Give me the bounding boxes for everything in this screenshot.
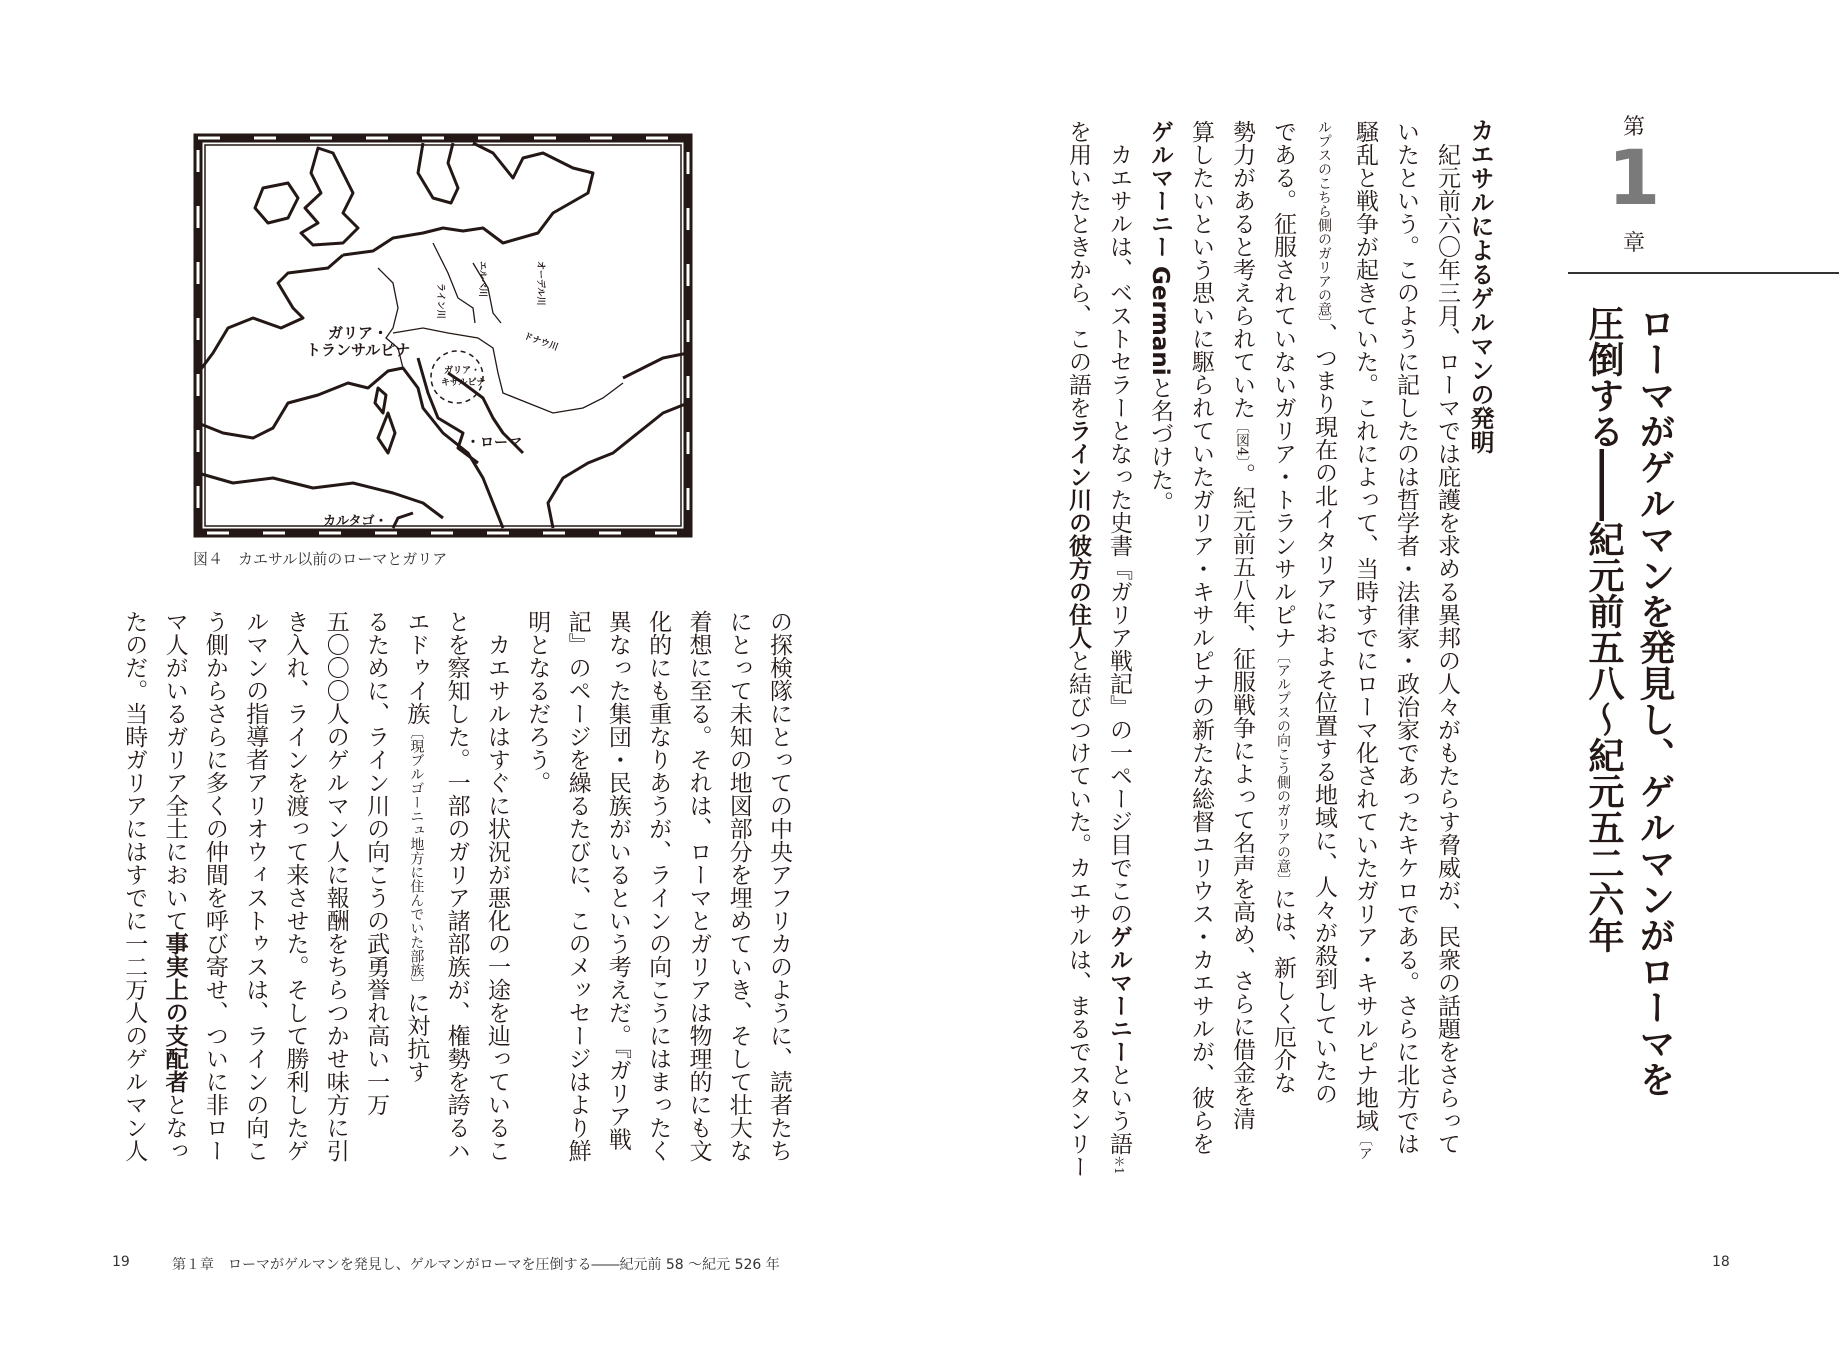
footnote-ref: ＊1: [1112, 1155, 1126, 1175]
text-segment: 騒乱と戦争が起きていた。これによって、当時すでにローマ化されていたガリア・キサルピナ地域: [1352, 120, 1378, 1132]
label-danube: ドナウ川: [521, 331, 560, 354]
text-line: [468, 610, 508, 1170]
text-line: [1130, 120, 1171, 1180]
text-segment: 五〇〇〇人のゲルマン人に報酬をちらつかせ味方に引: [322, 610, 349, 1162]
text-segment: 明となるだろう。: [524, 610, 551, 794]
text-segment: である。征服されていないガリア・トランサルピナ: [1270, 120, 1296, 649]
text-line: [186, 610, 226, 1170]
label-oder: オーデル川: [535, 261, 545, 306]
text-segment: き入れ、ラインを渡って来させた。そして勝利したゲ: [282, 610, 309, 1162]
map-rivers: [378, 243, 623, 413]
inline-note: ルプスのこちら側のガリアの意〕: [1316, 120, 1332, 323]
text-segment: 異なった集団・民族がいるという考えだ。『ガリア戦: [604, 610, 631, 1151]
text-line: [669, 610, 712, 1170]
text-line: [1089, 120, 1130, 1180]
chapter-title-line-1: ローマがゲルマンを発見し、ゲルマンがローマを: [1634, 305, 1675, 1097]
text-line: [347, 610, 390, 1170]
right-page-body-text: [1048, 120, 1458, 1180]
text-segment: と結びつけていた。カエサルは、まるでスタンリー: [1065, 649, 1091, 1178]
label-gallia-transalpina-2: トランサルピナ: [306, 341, 411, 359]
page-number-right: 18: [1712, 1254, 1730, 1270]
text-line: [548, 610, 591, 1170]
text-line: [1048, 120, 1089, 1180]
text-segment: 算したいという思いに駆られていたガリア・キサルピナの新たな総督ユリウス・カエサルが、彼らを: [1188, 120, 1214, 1155]
text-segment: を用いたときから、この語を: [1065, 120, 1091, 419]
map-coastlines: [198, 143, 688, 528]
emphasis-text: ゲルマーニー Germani: [1147, 120, 1173, 376]
page-number-left: 19: [112, 1254, 130, 1270]
chapter-number: 1: [1607, 133, 1661, 222]
label-rhine: ライン川: [435, 283, 445, 319]
text-line: [226, 610, 269, 1170]
text-line: [306, 610, 349, 1170]
chapter-suffix: 章: [1622, 231, 1645, 256]
section-heading: カエサルによるゲルマンの発明: [1466, 118, 1494, 454]
label-elbe: エルベ川: [477, 261, 487, 298]
text-segment: に対抗す: [403, 991, 430, 1083]
text-line: [1335, 120, 1376, 1180]
text-line: [1294, 120, 1335, 1180]
text-segment: となっ: [161, 1093, 188, 1162]
text-segment: の探検隊にとっての中央アフリカのように、読者たち: [766, 610, 793, 1162]
text-segment: 紀元前六〇年三月、ローマでは庇護を求める異邦の人々がもたらす脅威が、民衆の話題をさらって: [1434, 120, 1460, 1155]
text-segment: るために、ライン川の向こうの武勇誉れ高い一万: [363, 610, 390, 1116]
text-segment: ルマンの指導者アリオウィストゥスは、ラインの向こ: [242, 610, 269, 1162]
text-line: [427, 610, 470, 1170]
text-segment: 、つまり現在の北イタリアにおよそ位置する地域に、人々が殺到していたの: [1311, 323, 1337, 1105]
running-head: 第１章 ローマがゲルマンを発見し、ゲルマンがローマを圧倒する――紀元前 58 ～紀元 526 年: [172, 1257, 780, 1273]
text-segment: う側からさらに多くの仲間を呼び寄せ、ついに非ロー: [201, 610, 228, 1162]
text-line: [1417, 120, 1458, 1180]
chapter-divider: [1568, 272, 1839, 274]
inline-note: 〔図4〕: [1234, 419, 1250, 463]
text-segment: カエサルはすぐに状況が悪化の一途を辿っているこ: [483, 610, 510, 1162]
chapter-prefix: 第: [1622, 115, 1645, 140]
text-line: [1171, 120, 1212, 1180]
text-segment: とを察知した。一部のガリア諸部族が、権勢を誇るハ: [443, 610, 470, 1162]
text-segment: という語: [1106, 1063, 1132, 1155]
text-segment: 化的にも重なりあうが、ラインの向こうにはまったく: [645, 610, 672, 1162]
text-line: [629, 610, 672, 1170]
emphasis-text: 事実上の支配者: [161, 932, 188, 1093]
text-line: [145, 610, 188, 1170]
left-page-body-text: [105, 610, 793, 1170]
gallia-cisalpina-boundary: [431, 351, 483, 403]
text-line: [589, 610, 629, 1170]
chapter-title-line-2: 圧倒する――紀元前五八～紀元五二六年: [1583, 305, 1624, 953]
text-line: [387, 610, 430, 1170]
text-segment: 勢力があると考えられていた: [1229, 120, 1255, 419]
text-segment: 着想に至る。それは、ローマとガリアは物理的にも文: [685, 610, 712, 1162]
text-line: [709, 610, 752, 1170]
label-rome: ・ローマ: [466, 435, 522, 451]
label-gallia-cisalpina-2: キサルピナ: [441, 378, 486, 388]
text-segment: と名づけた。: [1147, 375, 1173, 514]
text-segment: エドゥイ族: [403, 610, 430, 725]
label-carthage: カルタゴ・: [323, 514, 388, 529]
text-line: [105, 610, 148, 1170]
text-segment: 記』のページを繰るたびに、このメッセージはより鮮: [564, 610, 591, 1162]
text-segment: には、新しく厄介な: [1270, 887, 1296, 1094]
text-segment: たのだ。当時ガリアにはすでに一二万人のゲルマン人: [121, 610, 148, 1162]
text-line: [508, 610, 551, 1170]
map-frame-dashes: [198, 138, 688, 533]
text-line: [266, 610, 309, 1170]
map-figure: [193, 133, 693, 538]
map-frame: [198, 138, 688, 533]
text-line: [1212, 120, 1253, 1180]
emphasis-text: ライン川の彼方の住人: [1065, 419, 1091, 649]
text-segment: マ人がいるガリア全土において: [161, 610, 188, 932]
text-line: [1376, 120, 1417, 1180]
inline-note: 〔現ブルゴーニュ地方に住んでいた部族〕: [408, 725, 425, 991]
figure-caption: 図４ カエサル以前のローマとガリア: [193, 550, 448, 568]
text-segment: いたという。このように記したのは哲学者・法律家・政治家であったキケロである。さらに北方では: [1393, 120, 1419, 1155]
text-line: [750, 610, 793, 1170]
emphasis-text: ゲルマーニー: [1106, 925, 1132, 1063]
text-segment: カエサルは、ベストセラーとなった史書『ガリア戦記』の一ページ目でこの: [1106, 120, 1132, 925]
text-segment: 。紀元前五八年、征服戦争によって名声を高め、さらに借金を清: [1229, 462, 1255, 1130]
inline-note: 〔アルプスの向こう側のガリアの意〕: [1275, 649, 1291, 887]
label-gallia-transalpina-1: ガリア・: [328, 324, 389, 342]
text-segment: にとって未知の地図部分を埋めていき、そして壮大な: [725, 610, 752, 1162]
text-line: [1253, 120, 1294, 1180]
inline-note: 〔ア: [1357, 1132, 1373, 1160]
label-gallia-cisalpina-1: ガリア・: [444, 366, 481, 376]
